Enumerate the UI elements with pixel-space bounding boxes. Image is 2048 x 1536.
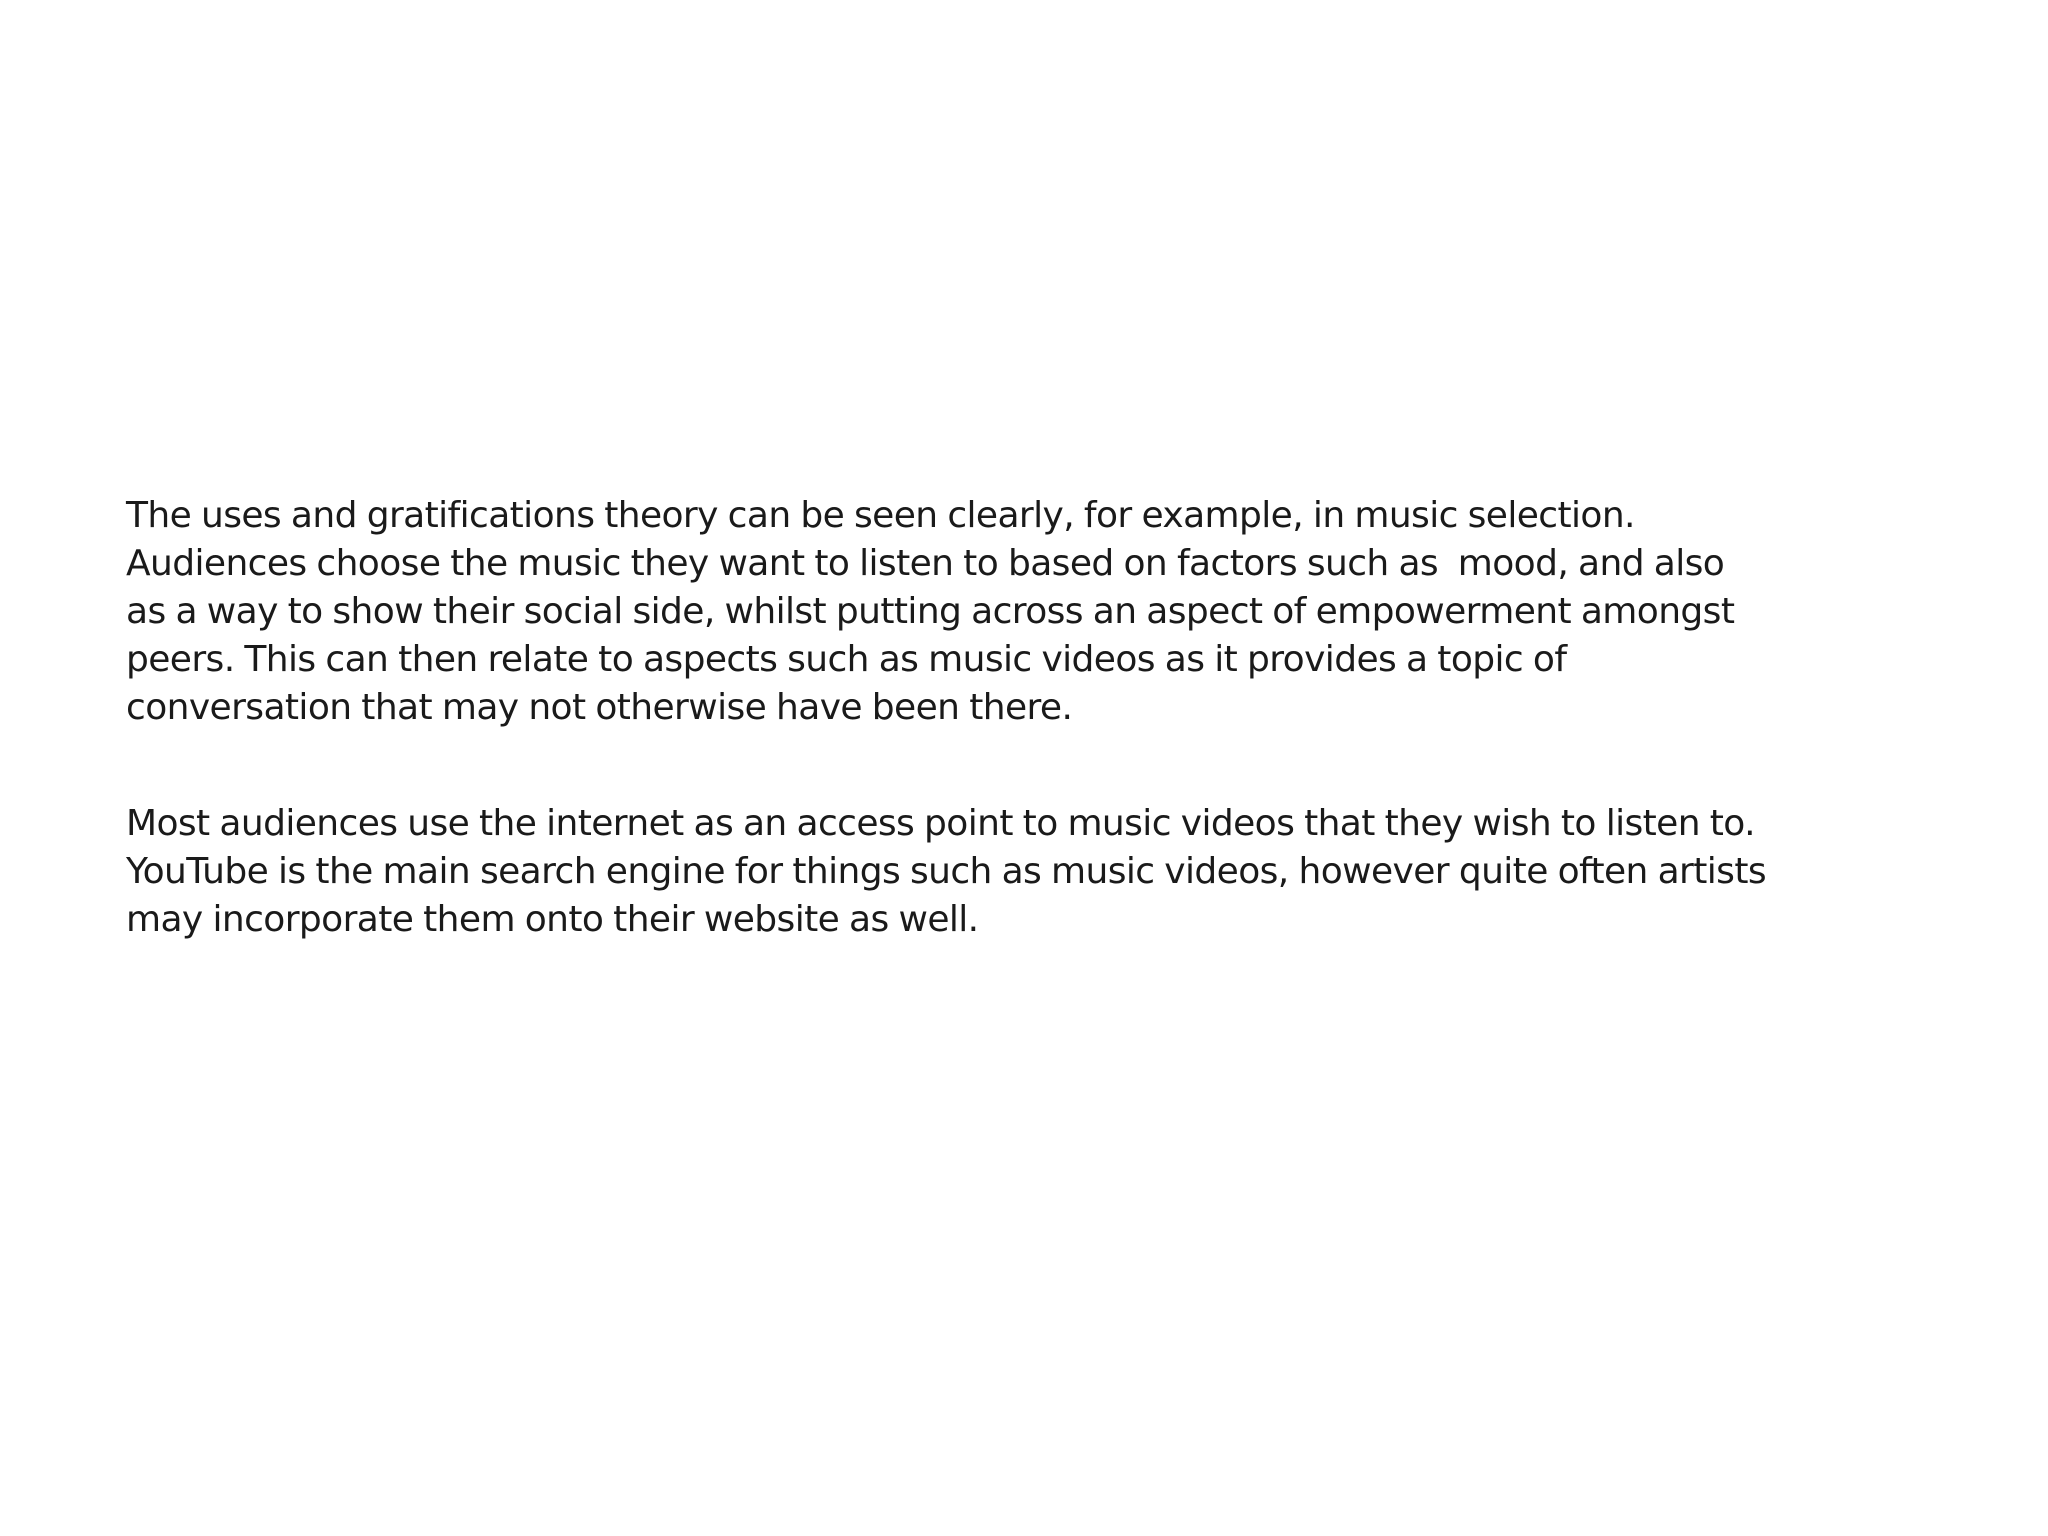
- paragraph-line: conversation that may not otherwise have been there.: [126, 687, 1073, 728]
- paragraph-line: YouTube is the main search engine for things such as music videos, however quite often artists: [126, 851, 1766, 892]
- paragraph-line: Most audiences use the internet as an access point to music videos that they wish to listen to.: [126, 803, 1755, 844]
- paragraph-uses-and-gratifications: [126, 492, 2006, 732]
- paragraph-line: as a way to show their social side, whilst putting across an aspect of empowerment amongst: [126, 591, 1735, 632]
- paragraph-line: Audiences choose the music they want to listen to based on factors such as mood, and also: [126, 543, 1725, 584]
- paragraph-line: The uses and gratifications theory can be seen clearly, for example, in music selection.: [126, 495, 1635, 536]
- paragraph-line: peers. This can then relate to aspects such as music videos as it provides a topic of: [126, 639, 1567, 680]
- paragraph-internet-access: [126, 800, 2006, 944]
- paragraph-line: may incorporate them onto their website as well.: [126, 899, 979, 940]
